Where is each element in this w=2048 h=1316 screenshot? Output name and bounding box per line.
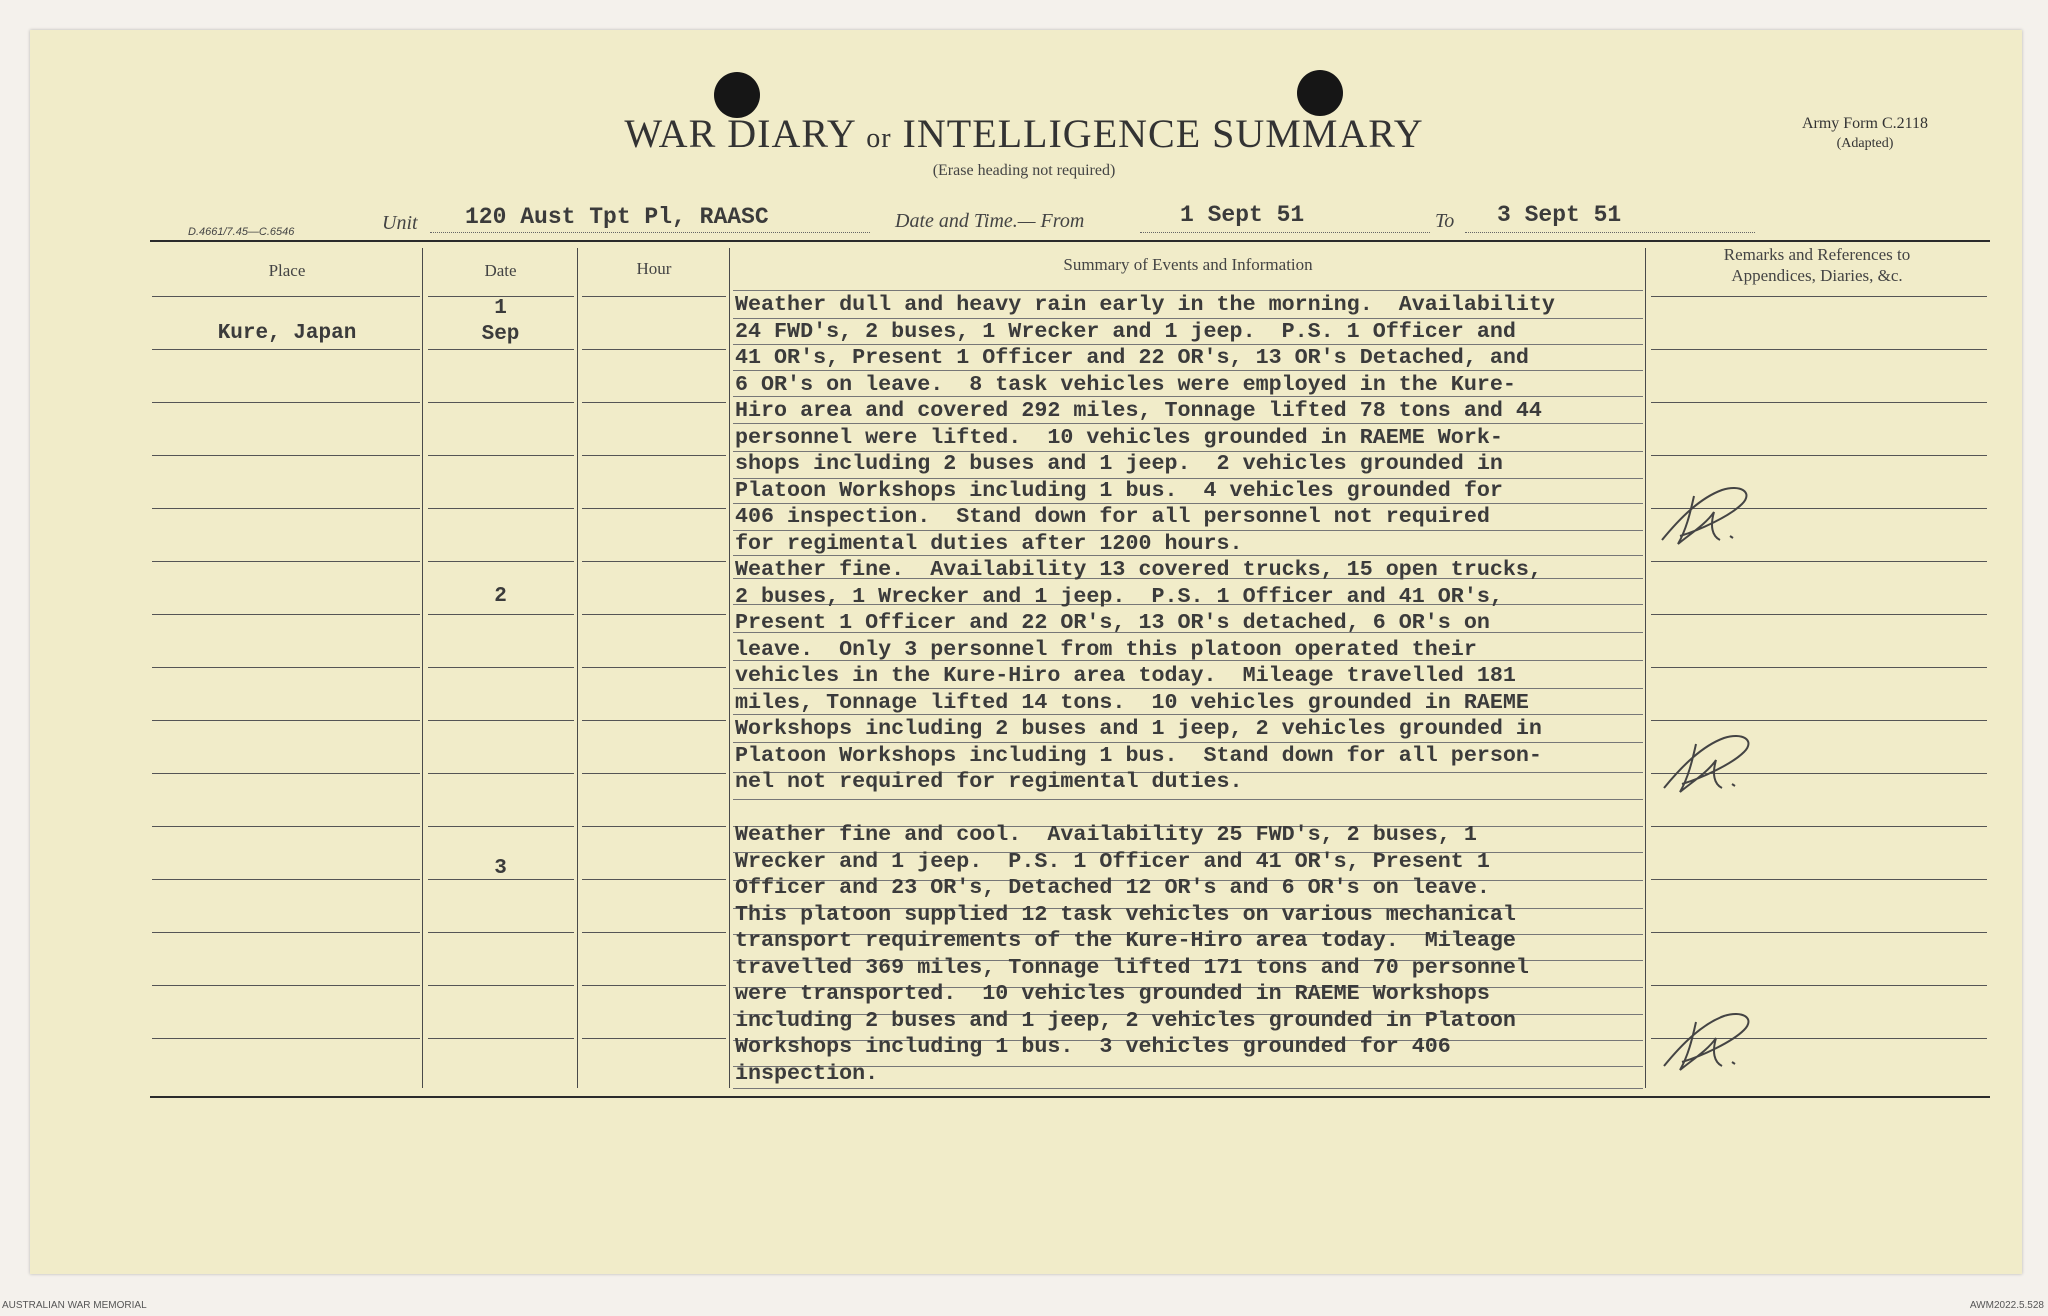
title-war-diary: WAR DIARY [624, 111, 856, 156]
ruled-line [1651, 402, 1987, 403]
summary-line: 6 OR's on leave. 8 task vehicles were employed in the Kure- [735, 371, 1516, 397]
column-header-date: Date [484, 261, 517, 280]
summary-line: 41 OR's, Present 1 Officer and 22 OR's, 13 OR's Detached, and [735, 345, 1529, 370]
title-intelligence-summary: INTELLIGENCE SUMMARY [902, 111, 1424, 156]
title-or: or [866, 123, 892, 154]
ruled-line [1651, 985, 1987, 986]
date-time-label: Date and Time.— From [895, 210, 1085, 232]
ruled-line [152, 667, 420, 668]
to-value: 3 Sept 51 [1497, 202, 1622, 228]
entry-date-3-day: 3 [494, 857, 507, 880]
ruled-line [152, 879, 420, 880]
col-divider-date [577, 248, 578, 1088]
summary-line: Present 1 Officer and 22 OR's, 13 OR's detached, 6 OR's on [735, 610, 1490, 635]
ruled-line [1651, 932, 1987, 933]
officer-initial-signature [1652, 726, 1762, 806]
summary-line: for regimental duties after 1200 hours. [735, 530, 1243, 556]
ruled-line [1651, 455, 1987, 456]
ruled-line [152, 720, 420, 721]
summary-line: 2 buses, 1 Wrecker and 1 jeep. P.S. 1 Officer and 41 OR's, [735, 583, 1503, 609]
from-value: 1 Sept 51 [1180, 202, 1305, 228]
officer-initial-signature [1650, 478, 1760, 558]
ruled-line [152, 349, 420, 350]
ruled-line [582, 455, 726, 456]
summary-line: shops including 2 buses and 1 jeep. 2 vehicles grounded in [735, 451, 1503, 476]
ruled-line [152, 614, 420, 615]
col-divider-summary [1645, 248, 1646, 1088]
ruled-line [428, 720, 574, 721]
print-code: D.4661/7.45—C.6546 [188, 226, 295, 238]
ruled-line [152, 402, 420, 403]
entry-date-3 [424, 856, 577, 882]
summary-line: 406 inspection. Stand down for all personnel not required [735, 504, 1490, 529]
entry-date-2-day: 2 [494, 585, 507, 608]
ruled-line [428, 667, 574, 668]
ruled-line [428, 455, 574, 456]
ruled-line [1651, 667, 1987, 668]
summary-line: Weather fine. Availability 13 covered trucks, 15 open trucks, [735, 557, 1542, 582]
page-subtitle: (Erase heading not required) [932, 162, 1116, 179]
from-dotted-line [1140, 232, 1430, 233]
ruled-line [1651, 349, 1987, 350]
summary-line: Officer and 23 OR's, Detached 12 OR's and 6 OR's on leave. [735, 875, 1490, 900]
ruled-line [428, 402, 574, 403]
ruled-line [582, 561, 726, 562]
to-dotted-line [1465, 232, 1755, 233]
ruled-line [428, 561, 574, 562]
ruled-line [152, 985, 420, 986]
ruled-line [152, 508, 420, 509]
summary-line: Workshops including 1 bus. 3 vehicles grounded for 406 [735, 1034, 1451, 1059]
ruled-line [1651, 296, 1987, 297]
summary-ruled-line [733, 799, 1643, 800]
to-label: To [1435, 210, 1455, 232]
ruled-line [1651, 879, 1987, 880]
summary-line: transport requirements of the Kure-Hiro area today. Mileage [735, 928, 1516, 953]
form-adapted: (Adapted) [1836, 136, 1894, 151]
summary-line: Hiro area and covered 292 miles, Tonnage lifted 78 tons and 44 [735, 398, 1542, 423]
summary-line: inspection. [735, 1060, 879, 1086]
summary-line: 24 FWD's, 2 buses, 1 Wrecker and 1 jeep. P.S. 1 Officer and [735, 318, 1516, 344]
ruled-line [152, 1038, 420, 1039]
column-header-place: Place [268, 261, 306, 280]
ruled-line [428, 614, 574, 615]
ruled-line [1651, 826, 1987, 827]
column-header-summary: Summary of Events and Information [1063, 255, 1313, 274]
ruled-line [582, 932, 726, 933]
ruled-line [582, 667, 726, 668]
table-top-rule [150, 240, 1990, 242]
entry-date-1-day: 1 [494, 297, 507, 320]
ruled-line [582, 508, 726, 509]
ruled-line [152, 296, 420, 297]
column-header-hour: Hour [636, 259, 672, 278]
column-header-remarks [1647, 244, 1987, 286]
summary-line: nel not required for regimental duties. [735, 769, 1243, 794]
remarks-header-line2: Appendices, Diaries, &c. [1731, 266, 1903, 285]
summary-ruled-line [733, 1088, 1643, 1089]
ruled-line [152, 826, 420, 827]
ruled-line [1651, 720, 1987, 721]
ruled-line [582, 879, 726, 880]
ruled-line [582, 402, 726, 403]
form-number: Army Form C.2118 [1801, 115, 1929, 132]
summary-line: This platoon supplied 12 task vehicles on various mechanical [735, 901, 1516, 927]
ruled-line [582, 1038, 726, 1039]
ruled-line [428, 932, 574, 933]
ruled-line [1651, 614, 1987, 615]
summary-line: including 2 buses and 1 jeep, 2 vehicles grounded in Platoon [735, 1007, 1516, 1033]
entry-date-1-month: Sep [481, 323, 520, 346]
ruled-line [582, 614, 726, 615]
ruled-line [152, 932, 420, 933]
ruled-line [582, 985, 726, 986]
page-title [0, 110, 2048, 157]
summary-line: miles, Tonnage lifted 14 tons. 10 vehicles grounded in RAEME [735, 689, 1529, 715]
ruled-line [582, 773, 726, 774]
summary-line: personnel were lifted. 10 vehicles grounded in RAEME Work- [735, 424, 1503, 450]
ruled-line [152, 773, 420, 774]
footer-accession-number: AWM2022.5.528 [1969, 1300, 2044, 1311]
summary-line: travelled 369 miles, Tonnage lifted 171 tons and 70 personnel [735, 954, 1529, 980]
summary-line: Workshops including 2 buses and 1 jeep, 2 vehicles grounded in [735, 716, 1542, 741]
ruled-line [428, 508, 574, 509]
summary-line: Wrecker and 1 jeep. P.S. 1 Officer and 41 OR's, Present 1 [735, 848, 1490, 874]
col-divider-hour [729, 248, 730, 1088]
ruled-line [428, 773, 574, 774]
summary-line: Weather dull and heavy rain early in the morning. Availability [735, 292, 1555, 317]
summary-line: were transported. 10 vehicles grounded in RAEME Workshops [735, 981, 1490, 1006]
place-value: Kure, Japan [217, 322, 357, 345]
summary-line: vehicles in the Kure-Hiro area today. Mileage travelled 181 [735, 663, 1516, 688]
entry-date-1 [424, 296, 577, 348]
summary-line: Platoon Workshops including 1 bus. Stand down for all person- [735, 742, 1542, 768]
ruled-line [428, 1038, 574, 1039]
entry-date-2 [424, 584, 577, 610]
remarks-header-line1: Remarks and References to [1723, 245, 1911, 264]
summary-line: Platoon Workshops including 1 bus. 4 vehicles grounded for [735, 477, 1503, 503]
ruled-line [152, 561, 420, 562]
table-bottom-rule [150, 1096, 1990, 1098]
summary-line: Weather fine and cool. Availability 25 FWD's, 2 buses, 1 [735, 822, 1477, 847]
summary-ruled-line [733, 290, 1643, 291]
unit-label: Unit [382, 212, 418, 234]
footer-archive-name: AUSTRALIAN WAR MEMORIAL [2, 1300, 147, 1311]
ruled-line [428, 349, 574, 350]
officer-initial-signature [1652, 1004, 1762, 1084]
col-divider-place [422, 248, 423, 1088]
unit-dotted-line [430, 232, 870, 233]
ruled-line [582, 826, 726, 827]
summary-line: leave. Only 3 personnel from this platoon operated their [735, 636, 1477, 662]
ruled-line [582, 349, 726, 350]
unit-value: 120 Aust Tpt Pl, RAASC [465, 204, 769, 230]
ruled-line [1651, 561, 1987, 562]
ruled-line [582, 720, 726, 721]
ruled-line [582, 296, 726, 297]
ruled-line [428, 985, 574, 986]
ruled-line [428, 826, 574, 827]
ruled-line [152, 455, 420, 456]
